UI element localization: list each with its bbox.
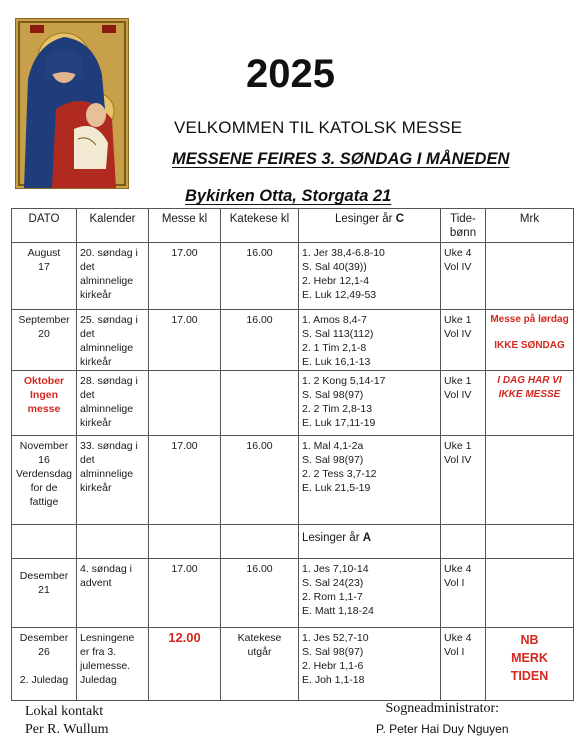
- contact-name: Per R. Wullum: [25, 722, 109, 737]
- row-note: [486, 525, 574, 559]
- reading: S. Sal 98(97): [302, 389, 364, 401]
- row-prayer: [441, 628, 486, 701]
- col-prayer: [441, 209, 486, 243]
- row-catechesis: [221, 628, 299, 701]
- row-mass-time: 12.00: [149, 628, 221, 701]
- row-mass-time: 17.00: [149, 310, 221, 371]
- reading: 2. Hebr 12,1-4: [302, 275, 370, 287]
- local-contact: [25, 703, 109, 739]
- row-catechesis: 16.00: [221, 436, 299, 525]
- admin-name: P. Peter Hai Duy Nguyen: [376, 722, 509, 736]
- table-row: [12, 243, 574, 310]
- row-readings: [299, 243, 441, 310]
- prayer-line: Vol IV: [444, 261, 472, 273]
- reading: 2. Rom 1,1-7: [302, 591, 363, 603]
- reading: 1. Jes 7,10-14: [302, 563, 369, 575]
- row-calendar: Lesningene er fra 3. julemesse. Juledag: [77, 628, 149, 701]
- table-row: [12, 559, 574, 628]
- reading: 2. Hebr 1,1-6: [302, 660, 364, 672]
- date-line: Ingen: [30, 389, 58, 401]
- row-readings: [299, 371, 441, 436]
- year-heading: 2025: [246, 52, 335, 96]
- col-mass-time: Messe kl: [149, 209, 221, 243]
- table-row: [12, 371, 574, 436]
- row-mass-time: 17.00: [149, 243, 221, 310]
- reading: 1. Jer 38,4-6.8-10: [302, 247, 385, 259]
- reading: E. Luk 17,11-19: [302, 417, 376, 429]
- schedule-note: MESSENE FEIRES 3. SØNDAG I MÅNEDEN: [172, 150, 510, 168]
- reading: S. Sal 113(112): [302, 328, 374, 340]
- row-calendar: 25. søndag i det alminnelige kirkeår: [77, 310, 149, 371]
- prayer-line: Uke 4: [444, 247, 472, 259]
- contact-label: Lokal kontakt: [25, 704, 104, 719]
- prayer-line: Vol IV: [444, 454, 472, 466]
- prayer-line: Uke 4: [444, 632, 472, 644]
- date-line: 17: [38, 261, 50, 273]
- reading: 2. 2 Tess 3,7-12: [302, 468, 377, 480]
- date-line: September: [18, 314, 70, 326]
- note-line: IKKE MESSE: [498, 389, 561, 400]
- date-line: 21: [38, 584, 50, 596]
- reading: S. Sal 98(97): [302, 646, 364, 658]
- row-calendar: 4. søndag i advent: [77, 559, 149, 628]
- col-catechesis: Katekese kl: [221, 209, 299, 243]
- row-calendar: 20. søndag i det alminnelige kirkeår: [77, 243, 149, 310]
- row-calendar: 33. søndag i det alminnelige kirkeår: [77, 436, 149, 525]
- row-readings: [299, 310, 441, 371]
- reading: E. Luk 12,49-53: [302, 289, 377, 301]
- row-date: [12, 525, 77, 559]
- admin-label: Sogneadministrator:: [385, 701, 500, 716]
- readings-heading-year: A: [362, 532, 372, 544]
- col-note: Mrk: [486, 209, 574, 243]
- reading: E. Matt 1,18-24: [302, 605, 374, 617]
- row-catechesis: [221, 525, 299, 559]
- col-date: DATO: [12, 209, 77, 243]
- row-note: [486, 310, 574, 371]
- table-row: [12, 310, 574, 371]
- date-line: messe: [27, 403, 61, 415]
- reading: E. Joh 1,1-18: [302, 674, 365, 686]
- readings-year-heading: [299, 525, 441, 559]
- row-mass-time: 17.00: [149, 559, 221, 628]
- col-calendar: Kalender: [77, 209, 149, 243]
- row-mass-time: [149, 371, 221, 436]
- row-note: [486, 436, 574, 525]
- row-prayer: [441, 371, 486, 436]
- row-note: [486, 559, 574, 628]
- reading: S. Sal 24(23): [302, 577, 364, 589]
- col-prayer-line2: bønn: [449, 227, 477, 239]
- prayer-line: Vol IV: [444, 389, 472, 401]
- row-catechesis: 16.00: [221, 243, 299, 310]
- venue-text: Bykirken Otta, Storgata 21: [185, 187, 392, 205]
- row-note: [486, 243, 574, 310]
- note-line: TIDEN: [510, 669, 549, 683]
- prayer-line: Uke 1: [444, 314, 472, 326]
- row-prayer: [441, 310, 486, 371]
- reading: S. Sal 98(97): [302, 454, 364, 466]
- reading: 1. Amos 8,4-7: [302, 314, 367, 326]
- row-prayer: [441, 243, 486, 310]
- row-prayer: [441, 525, 486, 559]
- table-row: [12, 436, 574, 525]
- row-readings: [299, 628, 441, 701]
- row-readings: [299, 559, 441, 628]
- prayer-line: Vol I: [444, 577, 465, 589]
- date-line: Verdensdag: [15, 468, 73, 480]
- catechesis-line: Katekese: [237, 632, 282, 644]
- row-mass-time: 17.00: [149, 436, 221, 525]
- table-row: [12, 628, 574, 701]
- welcome-text: VELKOMMEN TIL KATOLSK MESSE: [174, 118, 463, 137]
- reading: E. Luk 16,1-13: [302, 356, 371, 368]
- note-line: Messe på lørdag: [490, 314, 569, 325]
- prayer-line: Uke 4: [444, 563, 472, 575]
- date-line: for de: [30, 482, 58, 494]
- col-readings-label: Lesinger år: [334, 213, 396, 225]
- col-readings: [299, 209, 441, 243]
- date-line: 20: [38, 328, 50, 340]
- date-line: 16: [38, 454, 50, 466]
- table-header-row: [12, 209, 574, 243]
- date-line: August: [27, 247, 61, 259]
- readings-heading-label: Lesinger år: [302, 532, 363, 544]
- prayer-line: Vol I: [444, 646, 465, 658]
- date-line: Oktober: [23, 375, 65, 387]
- row-calendar: 28. søndag i det alminnelige kirkeår: [77, 371, 149, 436]
- prayer-line: Uke 1: [444, 440, 472, 452]
- date-line: November: [19, 440, 69, 452]
- date-line: fattige: [29, 496, 59, 508]
- reading: 2. 2 Tim 2,8-13: [302, 403, 373, 415]
- date-line: Desember: [19, 632, 69, 644]
- col-prayer-line1: Tide-: [450, 213, 476, 225]
- mass-schedule-table: [11, 208, 574, 701]
- reading: S. Sal 40(39)): [302, 261, 367, 273]
- note-line: IKKE SØNDAG: [494, 340, 565, 351]
- note-line: MERK: [511, 651, 548, 665]
- row-date: [12, 310, 77, 371]
- table-row-section: [12, 525, 574, 559]
- date-line: 2. Juledag: [19, 674, 69, 686]
- note-line: NB: [520, 633, 539, 647]
- row-catechesis: [221, 371, 299, 436]
- prayer-line: Vol IV: [444, 328, 472, 340]
- madonna-and-child-icon: [15, 18, 129, 189]
- row-mass-time: [149, 525, 221, 559]
- row-date: [12, 559, 77, 628]
- row-catechesis: 16.00: [221, 310, 299, 371]
- reading: 2. 1 Tim 2,1-8: [302, 342, 367, 354]
- date-line: Desember: [19, 570, 69, 582]
- row-date: [12, 628, 77, 701]
- col-readings-year: C: [395, 213, 405, 225]
- row-prayer: [441, 559, 486, 628]
- row-note: [486, 628, 574, 701]
- date-line: 26: [38, 646, 50, 658]
- row-readings: [299, 436, 441, 525]
- row-note: [486, 371, 574, 436]
- reading: E. Luk 21,5-19: [302, 482, 371, 494]
- row-date: [12, 243, 77, 310]
- row-prayer: [441, 436, 486, 525]
- reading: 1. Jes 52,7-10: [302, 632, 369, 644]
- row-calendar: [77, 525, 149, 559]
- note-line: I DAG HAR VI: [497, 375, 562, 386]
- row-date: [12, 436, 77, 525]
- reading: 1. Mal 4,1-2a: [302, 440, 364, 452]
- prayer-line: Uke 1: [444, 375, 472, 387]
- catechesis-line: utgår: [247, 646, 272, 658]
- reading: 1. 2 Kong 5,14-17: [302, 375, 386, 387]
- row-catechesis: 16.00: [221, 559, 299, 628]
- parish-administrator: [376, 699, 509, 739]
- row-date: [12, 371, 77, 436]
